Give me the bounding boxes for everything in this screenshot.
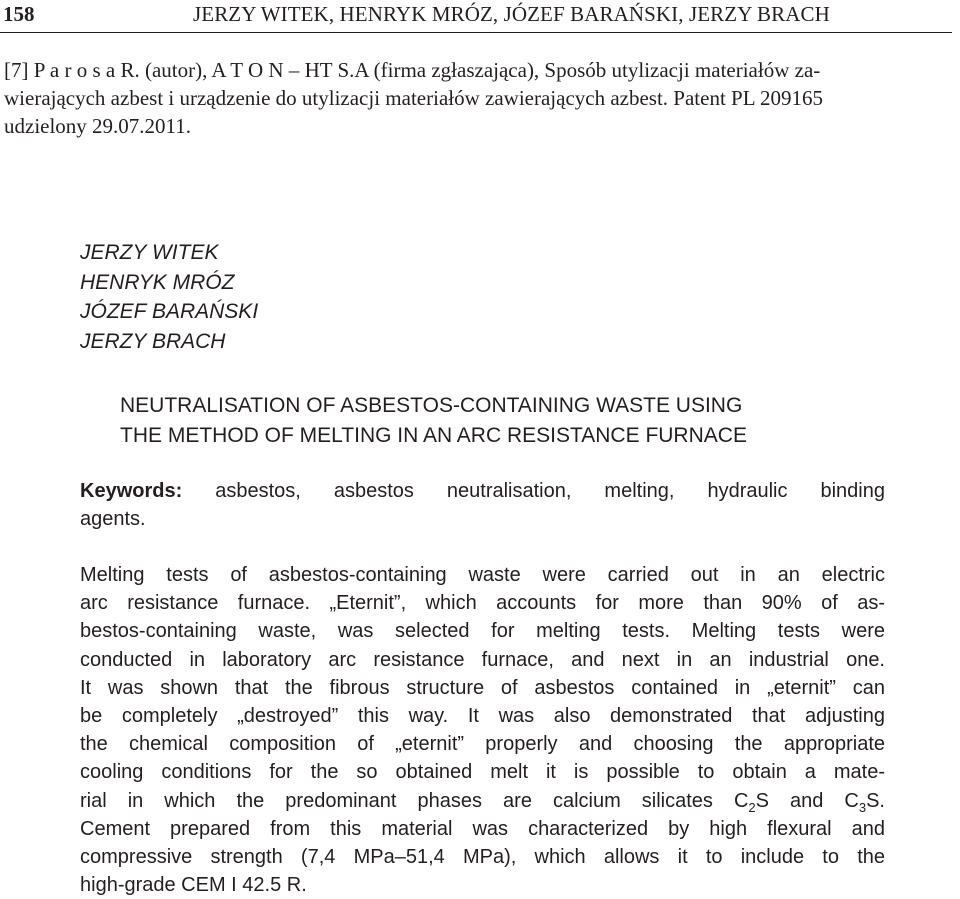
- author-list: [80, 238, 258, 356]
- keywords-label: Keywords:: [80, 480, 183, 502]
- abstract-line: arc resistance furnace. „Eternit”, which accounts for more than 90% of as-: [80, 592, 885, 615]
- running-title: JERZY WITEK, HENRYK MRÓZ, JÓZEF BARAŃSKI, JERZY BRACH: [193, 2, 830, 26]
- abstract-line: Melting tests of asbestos-containing waste were carried out in an electric: [80, 564, 885, 586]
- author-name: JERZY WITEK: [80, 241, 219, 264]
- abstract-text: S.: [866, 789, 885, 812]
- subscript: 2: [748, 799, 756, 815]
- author-name: JÓZEF BARAŃSKI: [80, 300, 259, 323]
- reference-line: [7] P a r o s a R. (autor), A T O N – HT S.A (firma zgłaszająca), Sposób utylizacji materiałów za-: [4, 58, 821, 82]
- keywords-block: [80, 478, 885, 533]
- keywords-text: asbestos, asbestos neutralisation, melting, hydraulic binding: [215, 480, 885, 502]
- abstract-line: high-grade CEM I 42.5 R.: [80, 874, 307, 897]
- abstract-line: be completely „destroyed” this way. It was also demonstrated that adjusting: [80, 705, 885, 728]
- reference-line: wierających azbest i urządzenie do utylizacji materiałów zawierających azbest. Patent PL 209165: [4, 86, 824, 110]
- reference-entry: [4, 56, 952, 140]
- reference-line: udzielony 29.07.2011.: [4, 114, 192, 138]
- abstract-line: cooling conditions for the so obtained melt it is possible to obtain a mate-: [80, 761, 885, 784]
- page-header: [0, 0, 952, 33]
- subscript: 3: [858, 799, 867, 815]
- abstract: [80, 561, 885, 899]
- abstract-line: the chemical composition of „eternit” properly and choosing the appropriate: [80, 733, 885, 756]
- keywords-line: agents.: [80, 507, 146, 530]
- abstract-line: [80, 787, 885, 815]
- author-name: JERZY BRACH: [80, 329, 226, 353]
- paper-title: [120, 391, 747, 450]
- page-number: 158: [3, 2, 35, 26]
- abstract-line: It was shown that the fibrous structure of asbestos contained in „eternit” can: [80, 676, 885, 699]
- author-name: HENRYK MRÓZ: [80, 270, 235, 294]
- title-line: THE METHOD OF MELTING IN AN ARC RESISTANCE FURNACE: [120, 423, 747, 447]
- abstract-text: S and C: [755, 789, 859, 812]
- abstract-line: bestos-containing waste, was selected for melting tests. Melting tests were: [80, 620, 885, 643]
- abstract-text: rial in which the predominant phases are calcium silicates C: [80, 789, 749, 812]
- abstract-line: Cement prepared from this material was characterized by high flexural and: [80, 817, 885, 840]
- abstract-line: compressive strength (7,4 MPa–51,4 MPa), which allows it to include to the: [80, 846, 885, 869]
- keywords-line: [80, 478, 885, 506]
- abstract-line: conducted in laboratory arc resistance furnace, and next in an industrial one.: [80, 648, 885, 671]
- title-line: NEUTRALISATION OF ASBESTOS-CONTAINING WASTE USING: [120, 394, 743, 417]
